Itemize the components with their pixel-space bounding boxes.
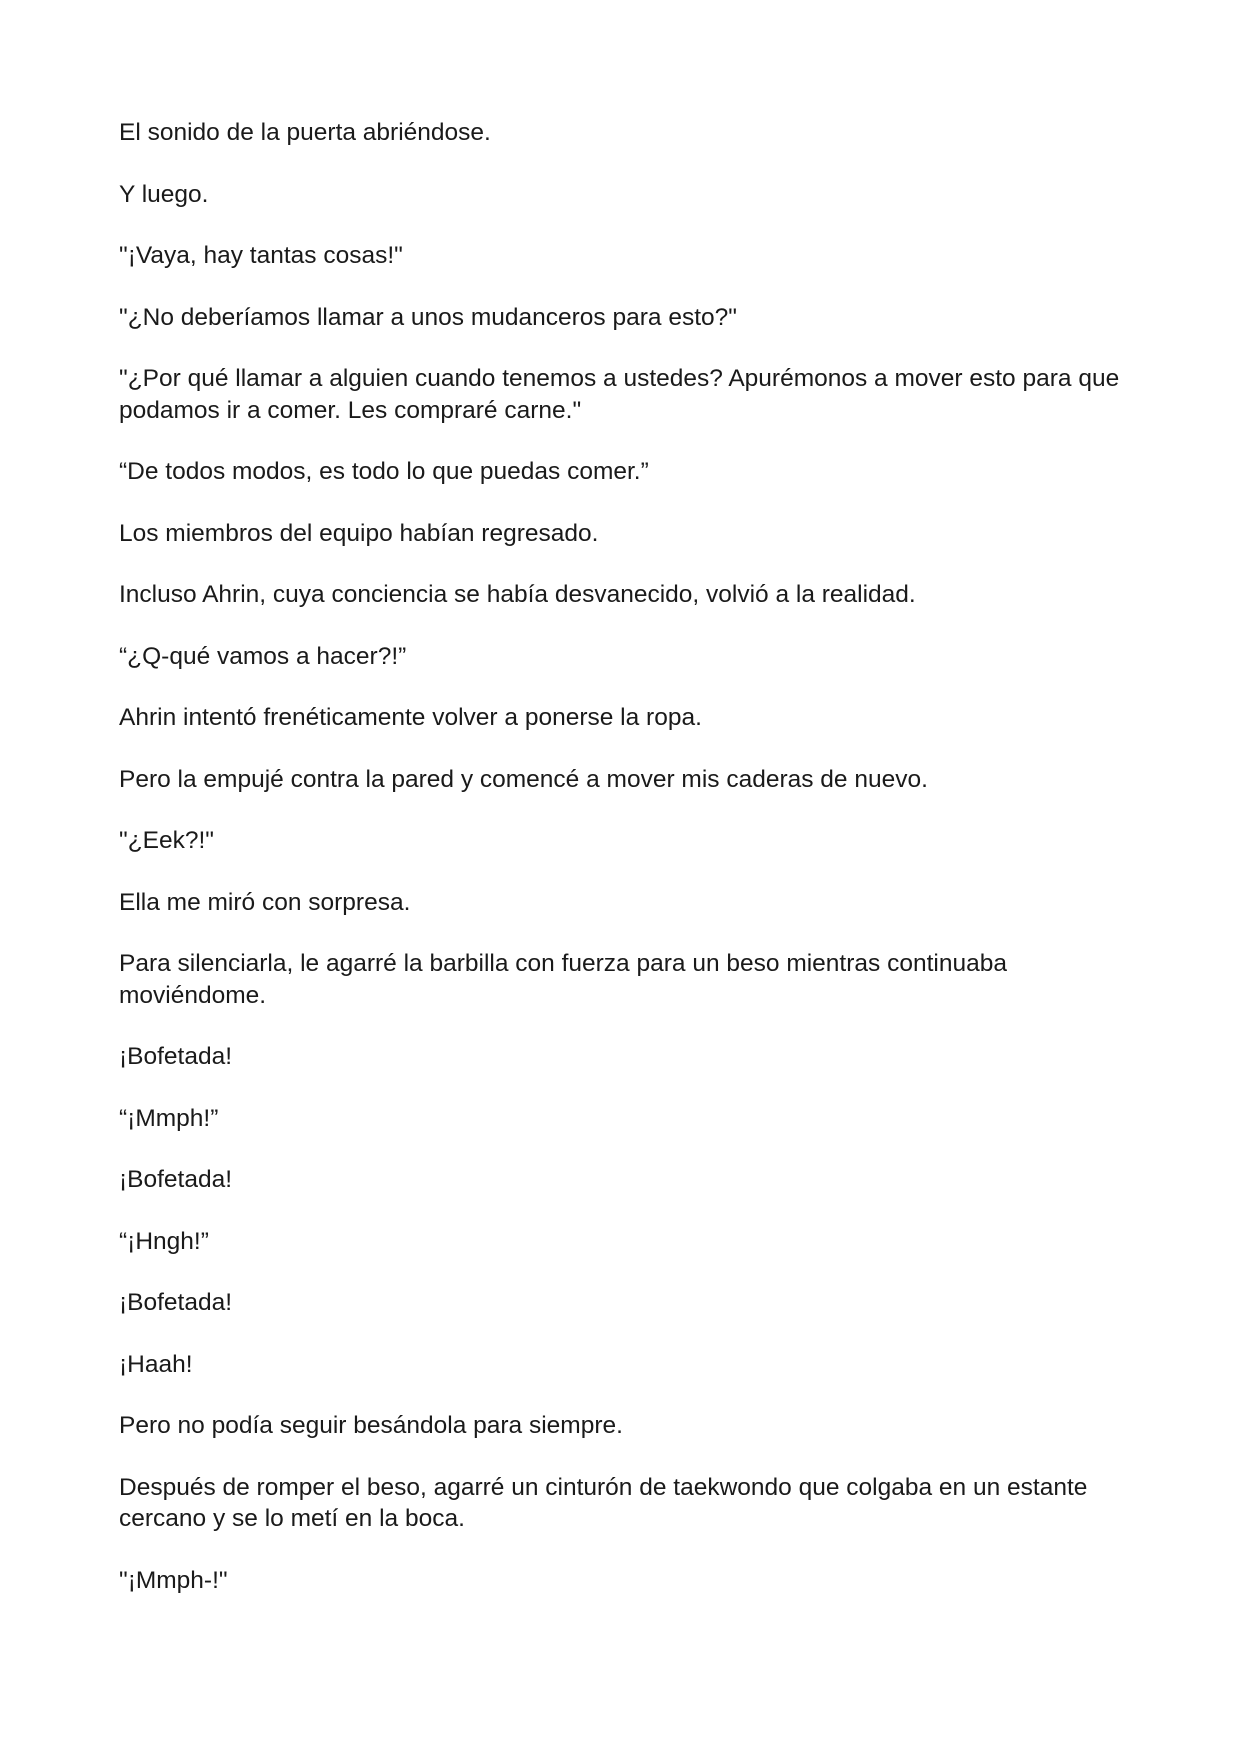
- paragraph: "¿No deberíamos llamar a unos mudanceros para esto?": [119, 303, 737, 331]
- paragraph: ¡Bofetada!: [119, 1043, 233, 1070]
- paragraph: "¿Por qué llamar a alguien cuando tenemos a ustedes? Apurémonos a mover esto para que podamos ir a comer. Les compraré carne.": [119, 365, 1120, 424]
- paragraph: "¡Vaya, hay tantas cosas!": [119, 242, 403, 269]
- paragraph: ¡Bofetada!: [119, 1166, 233, 1193]
- paragraph: “¿Q-qué vamos a hacer?!”: [119, 642, 407, 670]
- paragraph: Para silenciarla, le agarré la barbilla con fuerza para un beso mientras continuaba moviéndome.: [119, 950, 1007, 1009]
- paragraph: Y luego.: [119, 180, 209, 208]
- paragraph: “¡Hngh!”: [119, 1227, 209, 1255]
- paragraph: "¿Eek?!": [119, 827, 215, 854]
- paragraph: Los miembros del equipo habían regresado.: [119, 519, 599, 547]
- paragraph: Ella me miró con sorpresa.: [119, 888, 411, 916]
- paragraph: "¡Mmph-!": [119, 1566, 228, 1594]
- paragraph: Pero la empujé contra la pared y comencé a mover mis caderas de nuevo.: [119, 765, 928, 793]
- paragraph: Después de romper el beso, agarré un cinturón de taekwondo que colgaba en un estante cercano y se lo metí en la boca.: [119, 1473, 1088, 1532]
- paragraph: El sonido de la puerta abriéndose.: [119, 119, 491, 146]
- paragraph: ¡Haah!: [119, 1350, 193, 1378]
- paragraph: Ahrin intentó frenéticamente volver a ponerse la ropa.: [119, 704, 702, 731]
- paragraph: “De todos modos, es todo lo que puedas comer.”: [119, 458, 649, 485]
- paragraph: ¡Bofetada!: [119, 1289, 233, 1316]
- paragraph: “¡Mmph!”: [119, 1104, 219, 1132]
- paragraph: Pero no podía seguir besándola para siempre.: [119, 1412, 623, 1439]
- paragraph: Incluso Ahrin, cuya conciencia se había desvanecido, volvió a la realidad.: [119, 581, 916, 608]
